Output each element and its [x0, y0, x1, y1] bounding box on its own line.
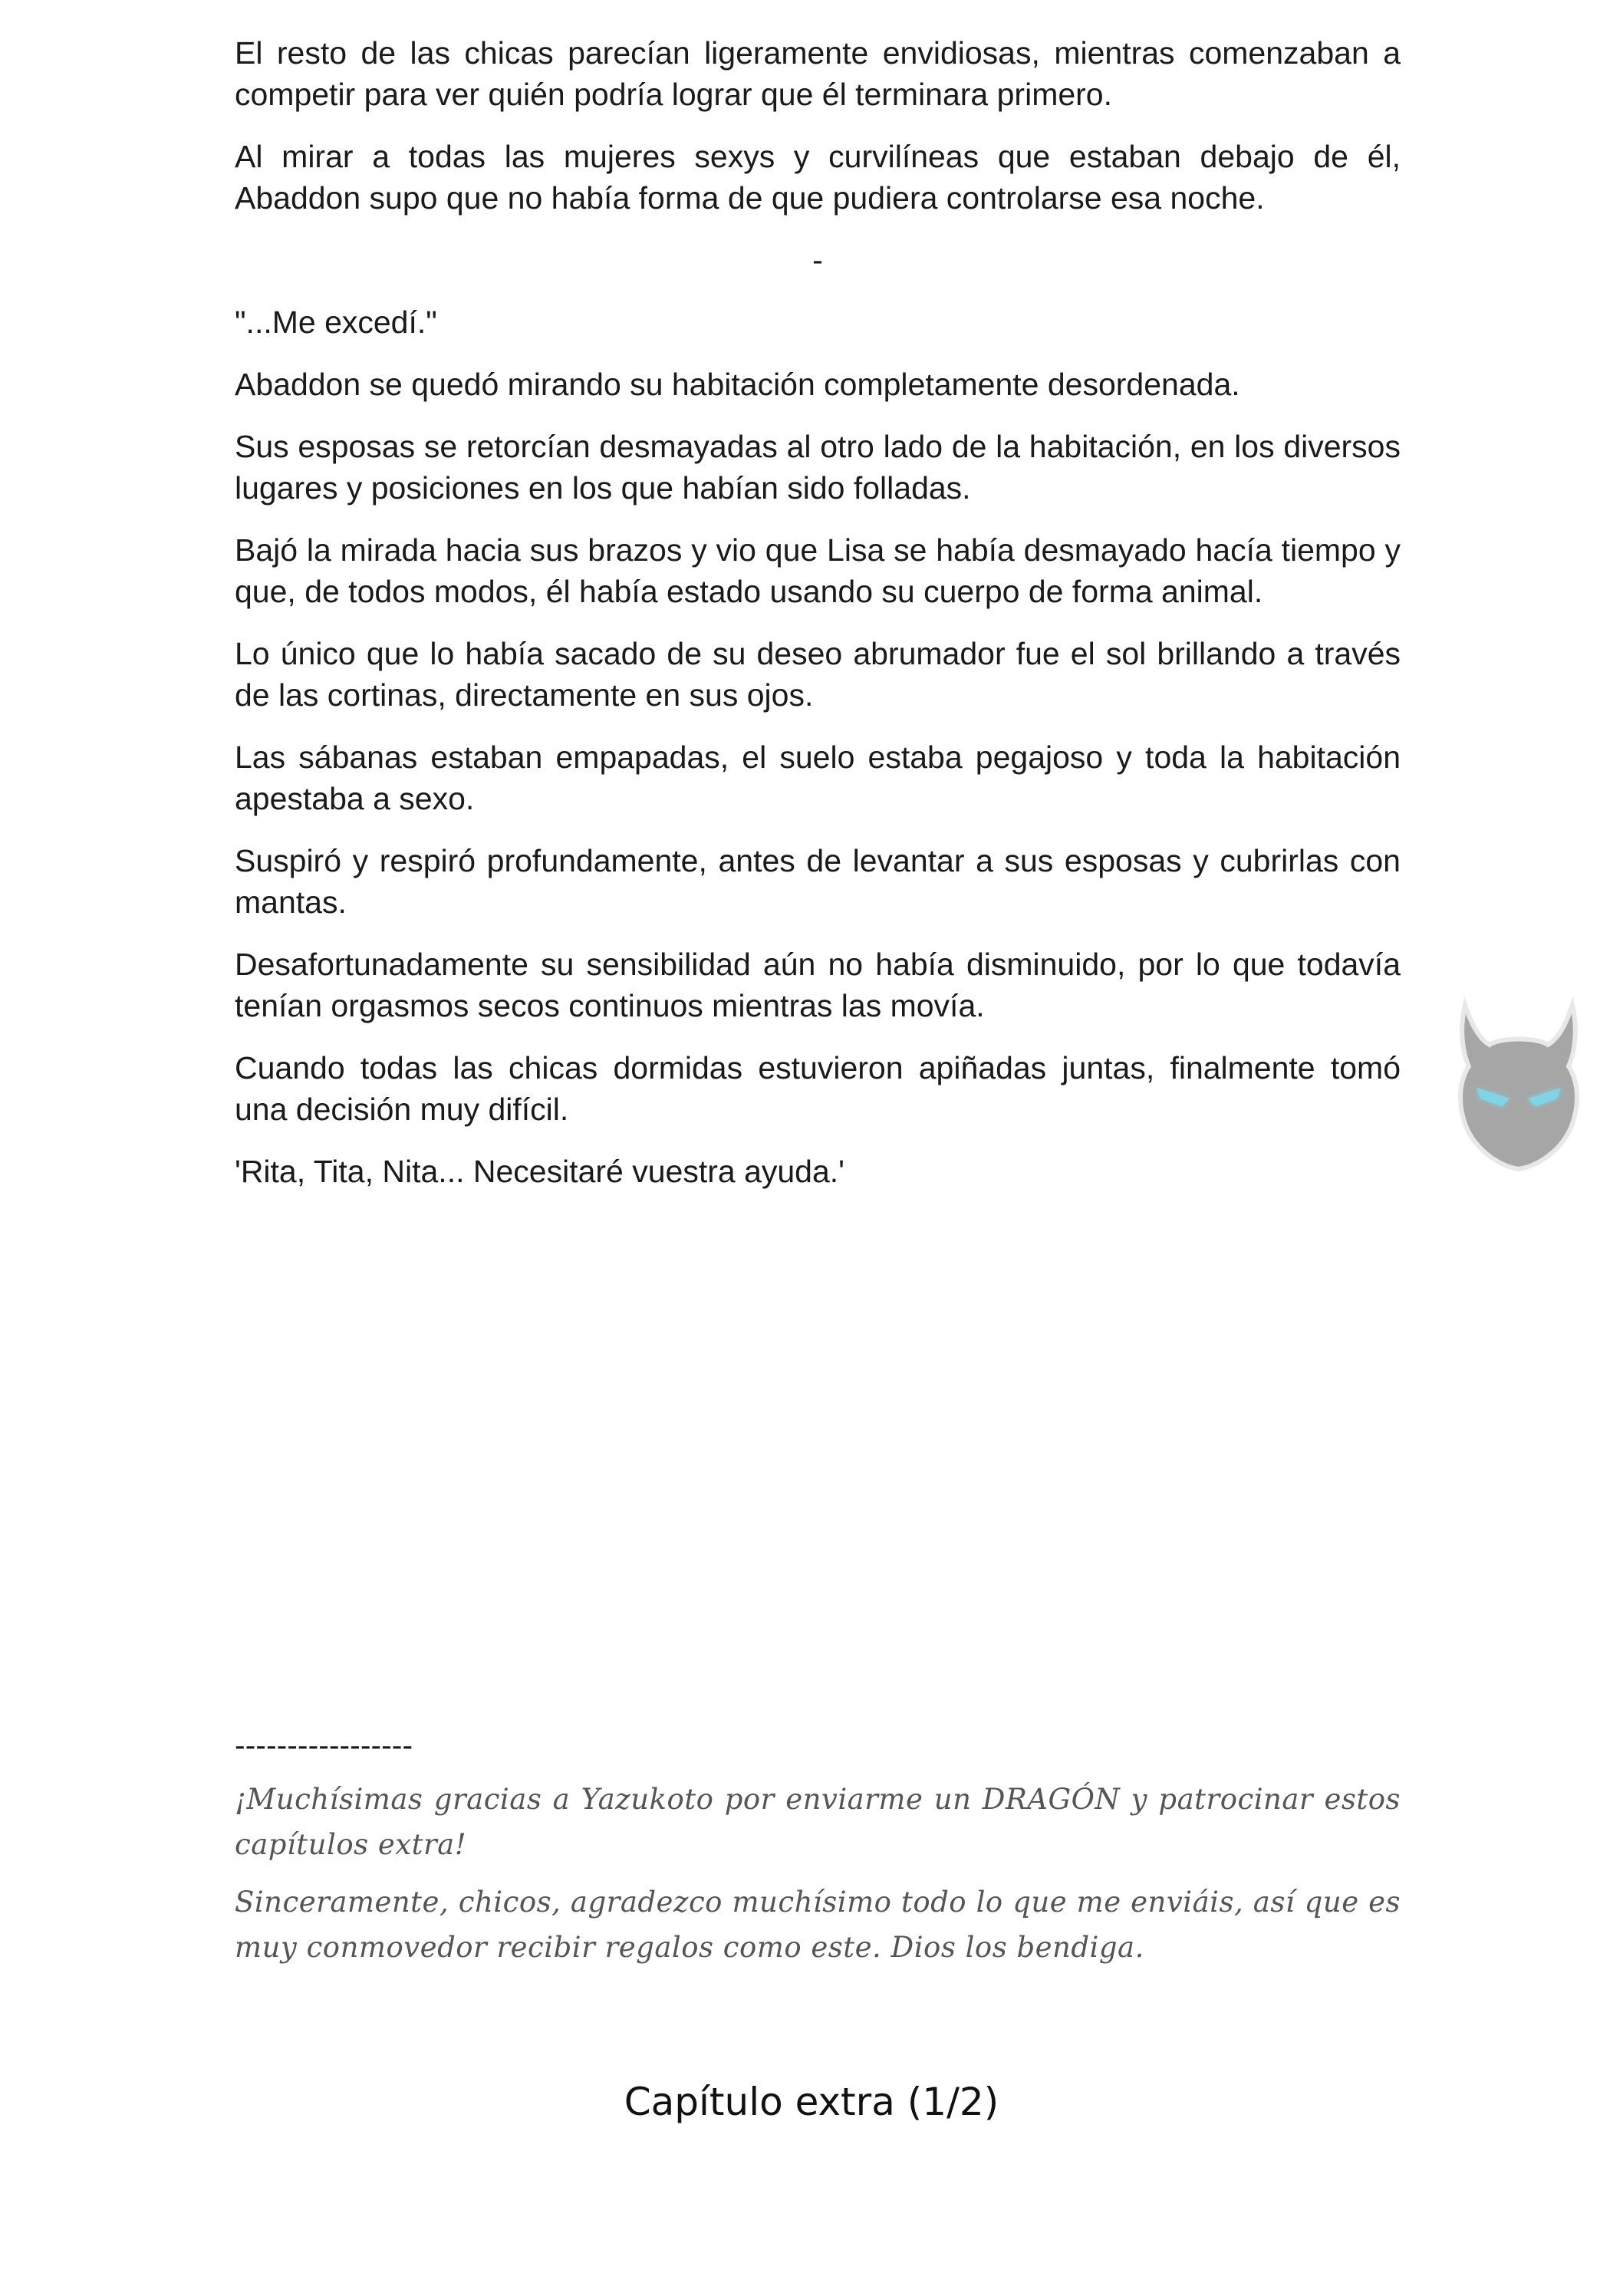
story-body: [235, 32, 1401, 1213]
scene-separator: -: [812, 242, 823, 278]
divider: -----------------: [235, 1728, 413, 1763]
paragraph: Las sábanas estaban empapadas, el suelo estaba pegajoso y toda la habitación apestaba a sexo.: [235, 740, 1401, 816]
demon-head-icon: [1442, 997, 1595, 1174]
paragraph: "...Me excedí.": [235, 305, 437, 340]
paragraph: Suspiró y respiró profundamente, antes de levantar a sus esposas y cubrirlas con mantas.: [235, 843, 1401, 920]
paragraph: Sus esposas se retorcían desmayadas al otro lado de la habitación, en los diversos lugares y posiciones en los que habían sido folladas.: [235, 429, 1401, 506]
paragraph: Desafortunadamente su sensibilidad aún no había disminuido, por lo que todavía tenían orgasmos secos continuos mientras las movía.: [235, 947, 1401, 1023]
paragraph: Al mirar a todas las mujeres sexys y curvilíneas que estaban debajo de él, Abaddon supo que no había forma de que pudiera controlarse esa noche.: [235, 139, 1401, 216]
author-note: [235, 1724, 1401, 1982]
chapter-title: Capítulo extra (1/2): [624, 2080, 999, 2124]
paragraph: Bajó la mirada hacia sus brazos y vio que Lisa se había desmayado hacía tiempo y que, de todos modos, él había estado usando su cuerpo de forma animal.: [235, 532, 1401, 609]
author-note-message: Sinceramente, chicos, agradezco muchísimo todo lo que me enviáis, así que es muy conmovedor recibir regalos como este. Dios los bendiga.: [235, 1886, 1401, 1964]
paragraph: Cuando todas las chicas dormidas estuvieron apiñadas juntas, finalmente tomó una decisión muy difícil.: [235, 1050, 1401, 1127]
author-note-thanks: ¡Muchísimas gracias a Yazukoto por enviarme un DRAGÓN y patrocinar estos capítulos extra!: [235, 1783, 1401, 1861]
paragraph: El resto de las chicas parecían ligeramente envidiosas, mientras comenzaban a competir para ver quién podría lograr que él terminara primero.: [235, 35, 1401, 112]
paragraph: Abaddon se quedó mirando su habitación completamente desordenada.: [235, 367, 1240, 402]
paragraph: 'Rita, Tita, Nita... Necesitaré vuestra ayuda.': [235, 1154, 844, 1189]
paragraph: Lo único que lo había sacado de su deseo abrumador fue el sol brillando a través de las cortinas, directamente en sus ojos.: [235, 636, 1401, 713]
